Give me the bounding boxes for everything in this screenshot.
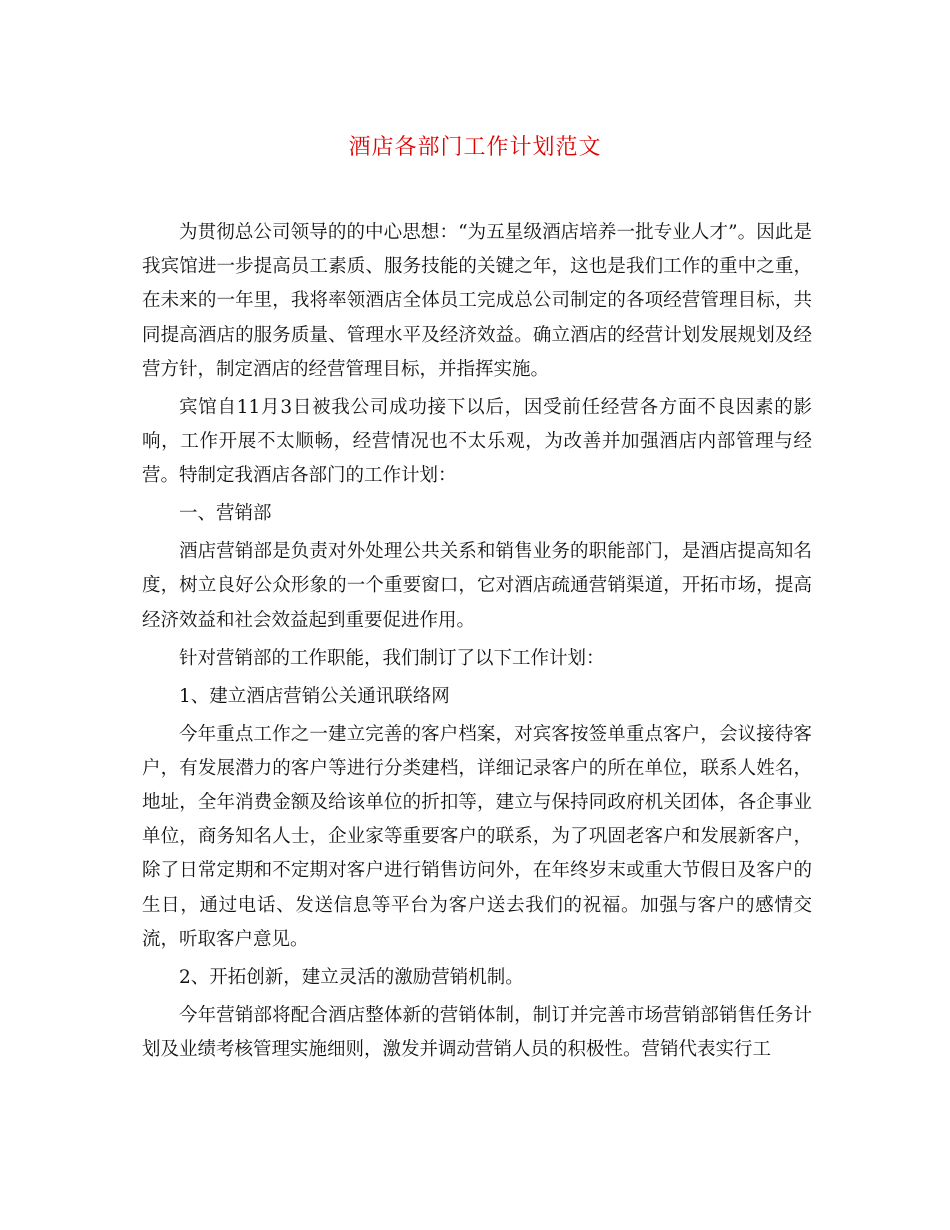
paragraph: 今年营销部将配合酒店整体新的营销体制，制订并完善市场营销部销售任务计划及业绩考核管理实施细则，激发并调动营销人员的积极性。营销代表实行工 [142, 1004, 812, 1061]
paragraph: 针对营销部的工作职能，我们制订了以下工作计划： [179, 647, 605, 669]
document-title: 酒店各部门工作计划范文 [348, 135, 602, 160]
subsection-heading: 2、开拓创新，建立灵活的激励营销机制。 [179, 966, 524, 988]
paragraph: 宾馆自11月3日被我公司成功接下以后，因受前任经营各方面不良因素的影响，工作开展不太顺畅，经营情况也不太乐观，为改善并加强酒店内部管理与经营。特制定我酒店各部门的工作计划： [142, 396, 812, 487]
paragraph: 酒店营销部是负责对外处理公共关系和销售业务的职能部门，是酒店提高知名度，树立良好公众形象的一个重要窗口，它对酒店疏通营销渠道，开拓市场，提高经济效益和社会效益起到重要促进作用。 [142, 541, 812, 631]
paragraph: 今年重点工作之一建立完善的客户档案，对宾客按签单重点客户，会议接待客户，有发展潜力的客户等进行分类建档，详细记录客户的所在单位，联系人姓名，地址，全年消费金额及给该单位的折扣等，建立与保持同政府机关团体，各企事业单位，商务知名人士，企业家等重要客户的联系，为了巩固老客户和发展新客户，除了日常定期和不定期对客户进行销售访问外，在年终岁末或重大节假日及客户的生日，通过电话、发送信息等平台为客户送去我们的祝福。加强与客户的感情交流，听取客户意见。 [142, 723, 812, 950]
section-heading: 一、营销部 [179, 503, 272, 525]
paragraph: 为贯彻总公司领导的的中心思想：“为五星级酒店培养一批专业人才”。因此是我宾馆进一步提高员工素质、服务技能的关键之年，这也是我们工作的重中之重，在未来的一年里，我将率领酒店全体员工完成总公司制定的各项经营管理目标，共同提高酒店的服务质量、管理水平及经济效益。确立酒店的经营计划发展规划及经营方针，制定酒店的经营管理目标，并指挥实施。 [142, 222, 812, 380]
document-body [142, 216, 812, 1071]
subsection-heading: 1、建立酒店营销公关通讯联络网 [179, 685, 450, 707]
